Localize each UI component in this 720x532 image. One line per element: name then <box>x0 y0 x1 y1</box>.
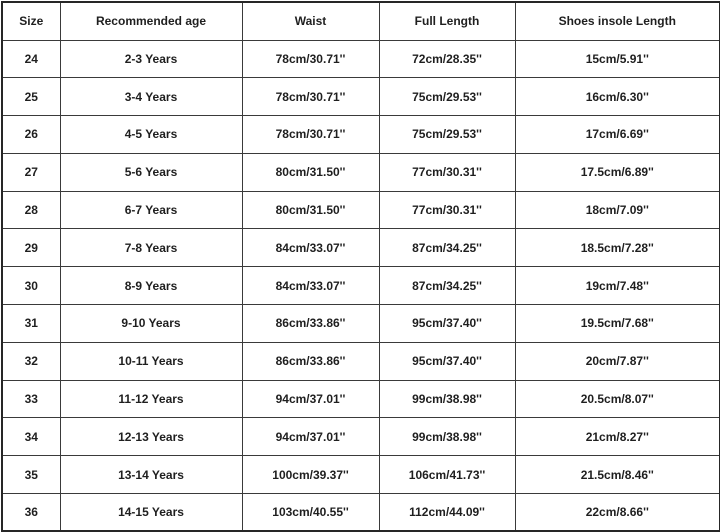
table-row <box>2 494 720 532</box>
cell-waist: 84cm/33.07'' <box>242 267 379 305</box>
cell-full-length: 95cm/37.40'' <box>379 305 515 343</box>
cell-size: 35 <box>2 456 60 494</box>
table-row <box>2 342 720 380</box>
table-row <box>2 78 720 116</box>
cell-shoes-insole-length: 22cm/8.66'' <box>515 494 720 532</box>
cell-size: 31 <box>2 305 60 343</box>
cell-shoes-insole-length: 21.5cm/8.46'' <box>515 456 720 494</box>
header-waist: Waist <box>242 2 379 40</box>
cell-full-length: 77cm/30.31'' <box>379 191 515 229</box>
cell-waist: 103cm/40.55'' <box>242 494 379 532</box>
header-full-length: Full Length <box>379 2 515 40</box>
cell-waist: 78cm/30.71'' <box>242 78 379 116</box>
cell-size: 26 <box>2 116 60 154</box>
cell-full-length: 87cm/34.25'' <box>379 229 515 267</box>
table-row <box>2 305 720 343</box>
cell-full-length: 77cm/30.31'' <box>379 153 515 191</box>
cell-shoes-insole-length: 18cm/7.09'' <box>515 191 720 229</box>
cell-size: 32 <box>2 342 60 380</box>
cell-recommended-age: 8-9 Years <box>60 267 242 305</box>
cell-shoes-insole-length: 20.5cm/8.07'' <box>515 380 720 418</box>
cell-shoes-insole-length: 18.5cm/7.28'' <box>515 229 720 267</box>
cell-full-length: 99cm/38.98'' <box>379 380 515 418</box>
cell-waist: 84cm/33.07'' <box>242 229 379 267</box>
cell-full-length: 87cm/34.25'' <box>379 267 515 305</box>
cell-shoes-insole-length: 17cm/6.69'' <box>515 116 720 154</box>
cell-recommended-age: 10-11 Years <box>60 342 242 380</box>
cell-size: 36 <box>2 494 60 532</box>
cell-recommended-age: 3-4 Years <box>60 78 242 116</box>
cell-recommended-age: 11-12 Years <box>60 380 242 418</box>
cell-size: 28 <box>2 191 60 229</box>
cell-size: 29 <box>2 229 60 267</box>
cell-waist: 78cm/30.71'' <box>242 116 379 154</box>
table-row <box>2 229 720 267</box>
size-chart-table <box>1 1 720 532</box>
header-row <box>2 2 720 40</box>
cell-shoes-insole-length: 19.5cm/7.68'' <box>515 305 720 343</box>
cell-size: 25 <box>2 78 60 116</box>
cell-full-length: 106cm/41.73'' <box>379 456 515 494</box>
cell-recommended-age: 9-10 Years <box>60 305 242 343</box>
cell-size: 27 <box>2 153 60 191</box>
cell-waist: 86cm/33.86'' <box>242 342 379 380</box>
cell-shoes-insole-length: 17.5cm/6.89'' <box>515 153 720 191</box>
header-shoes-insole-length: Shoes insole Length <box>515 2 720 40</box>
cell-recommended-age: 12-13 Years <box>60 418 242 456</box>
cell-size: 24 <box>2 40 60 78</box>
cell-recommended-age: 5-6 Years <box>60 153 242 191</box>
table-row <box>2 380 720 418</box>
cell-recommended-age: 6-7 Years <box>60 191 242 229</box>
table-row <box>2 116 720 154</box>
cell-shoes-insole-length: 19cm/7.48'' <box>515 267 720 305</box>
cell-size: 34 <box>2 418 60 456</box>
table-row <box>2 153 720 191</box>
header-recommended-age: Recommended age <box>60 2 242 40</box>
cell-waist: 94cm/37.01'' <box>242 418 379 456</box>
cell-full-length: 75cm/29.53'' <box>379 116 515 154</box>
table-row <box>2 456 720 494</box>
cell-recommended-age: 2-3 Years <box>60 40 242 78</box>
cell-shoes-insole-length: 16cm/6.30'' <box>515 78 720 116</box>
table-row <box>2 40 720 78</box>
cell-recommended-age: 7-8 Years <box>60 229 242 267</box>
cell-recommended-age: 14-15 Years <box>60 494 242 532</box>
cell-size: 33 <box>2 380 60 418</box>
cell-shoes-insole-length: 15cm/5.91'' <box>515 40 720 78</box>
cell-full-length: 75cm/29.53'' <box>379 78 515 116</box>
table-row <box>2 267 720 305</box>
table-row <box>2 418 720 456</box>
cell-full-length: 99cm/38.98'' <box>379 418 515 456</box>
table-row <box>2 191 720 229</box>
table-header <box>2 2 720 40</box>
cell-size: 30 <box>2 267 60 305</box>
cell-recommended-age: 4-5 Years <box>60 116 242 154</box>
cell-recommended-age: 13-14 Years <box>60 456 242 494</box>
cell-full-length: 112cm/44.09'' <box>379 494 515 532</box>
cell-full-length: 95cm/37.40'' <box>379 342 515 380</box>
cell-waist: 80cm/31.50'' <box>242 191 379 229</box>
cell-waist: 94cm/37.01'' <box>242 380 379 418</box>
table-body <box>2 40 720 531</box>
cell-shoes-insole-length: 21cm/8.27'' <box>515 418 720 456</box>
cell-waist: 78cm/30.71'' <box>242 40 379 78</box>
cell-full-length: 72cm/28.35'' <box>379 40 515 78</box>
cell-waist: 80cm/31.50'' <box>242 153 379 191</box>
cell-waist: 86cm/33.86'' <box>242 305 379 343</box>
header-size: Size <box>2 2 60 40</box>
cell-shoes-insole-length: 20cm/7.87'' <box>515 342 720 380</box>
cell-waist: 100cm/39.37'' <box>242 456 379 494</box>
